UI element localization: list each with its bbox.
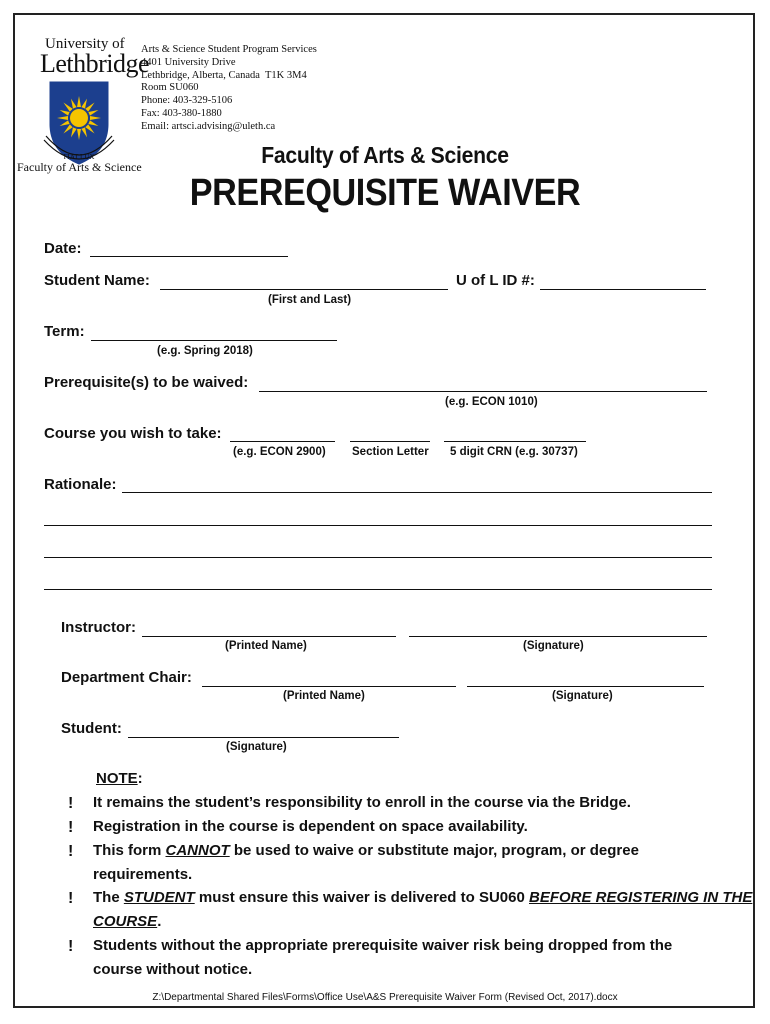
crest-motto: FIAT LUX — [63, 153, 95, 161]
prerequisite-label: Prerequisite(s) to be waived: — [44, 374, 249, 391]
note-item — [93, 886, 752, 910]
department-chair-printed-name-hint: (Printed Name) — [283, 690, 365, 702]
department-chair-label: Department Chair: — [61, 669, 192, 686]
department-chair-signature-field[interactable] — [467, 686, 704, 687]
section-field[interactable] — [350, 441, 430, 442]
note-text: must ensure this waiver is delivered to SU060 — [194, 889, 529, 906]
university-name-line1: University of — [45, 36, 125, 52]
bullet-icon: ! — [68, 938, 74, 955]
note-colon: : — [137, 770, 143, 787]
address-line: Room SU060 — [141, 82, 199, 94]
student-name-hint: (First and Last) — [268, 294, 352, 306]
instructor-label: Instructor: — [61, 619, 136, 636]
address-line: 4401 University Drive — [141, 56, 236, 68]
note-item: Students without the appropriate prerequisite waiver risk being dropped from the — [93, 937, 673, 954]
student-name-field[interactable] — [160, 289, 448, 290]
faculty-name-small: Faculty of Arts & Science — [17, 160, 142, 174]
uofl-id-field[interactable] — [540, 289, 706, 290]
note-item-continued: requirements. — [93, 866, 193, 883]
prerequisite-hint: (e.g. ECON 1010) — [445, 396, 538, 408]
crn-hint: 5 digit CRN (e.g. 30737) — [450, 446, 578, 458]
instructor-signature-hint: (Signature) — [523, 640, 584, 652]
student-label: Student: — [61, 720, 122, 737]
note-title: NOTE — [96, 770, 138, 787]
course-hint: (e.g. ECON 2900) — [233, 446, 326, 458]
term-field[interactable] — [91, 340, 337, 341]
term-hint: (e.g. Spring 2018) — [157, 345, 253, 357]
faculty-title: Faculty of Arts & Science — [261, 142, 509, 168]
course-label: Course you wish to take: — [44, 425, 222, 442]
date-label: Date: — [44, 240, 82, 257]
bullet-icon: ! — [68, 890, 74, 907]
form-title: PREREQUISITE WAIVER — [189, 172, 581, 214]
prerequisite-field[interactable] — [259, 391, 707, 392]
student-signature-hint: (Signature) — [226, 741, 287, 753]
note-heading — [96, 770, 143, 787]
instructor-printed-name-hint: (Printed Name) — [225, 640, 307, 652]
section-hint: Section Letter — [352, 446, 429, 458]
student-signature-field[interactable] — [128, 737, 399, 738]
note-emphasis: STUDENT — [123, 889, 195, 906]
student-name-label: Student Name: — [44, 272, 150, 289]
note-emphasis: COURSE — [93, 913, 158, 930]
note-item: Registration in the course is dependent on space availability. — [93, 818, 528, 835]
address-line: Arts & Science Student Program Services — [141, 44, 317, 55]
note-item — [93, 839, 639, 863]
note-text: This form — [93, 842, 166, 859]
rationale-line[interactable] — [44, 525, 712, 526]
address-line: Lethbridge, Alberta, Canada T1K 3M4 — [141, 69, 307, 81]
university-name-line2: Lethbridge — [40, 49, 150, 78]
uofl-id-label: U of L ID #: — [456, 272, 535, 289]
crn-field[interactable] — [444, 441, 586, 442]
note-emphasis: BEFORE REGISTERING IN THE — [529, 889, 753, 906]
term-label: Term: — [44, 323, 85, 340]
address-line: Phone: 403-329-5106 — [141, 95, 233, 107]
note-text: . — [157, 913, 162, 930]
address-line: Email: artsci.advising@uleth.ca — [141, 120, 276, 132]
rationale-label: Rationale: — [44, 476, 117, 493]
note-text: be used to waive or substitute major, program, or degree — [229, 842, 639, 859]
bullet-icon: ! — [68, 843, 74, 860]
note-item: It remains the student’s responsibility to enroll in the course via the Bridge. — [93, 794, 631, 811]
instructor-name-field[interactable] — [142, 636, 396, 637]
rationale-line[interactable] — [44, 557, 712, 558]
bullet-icon: ! — [68, 819, 74, 836]
address-line: Fax: 403-380-1880 — [141, 107, 222, 119]
department-chair-signature-hint: (Signature) — [552, 690, 613, 702]
office-address — [141, 44, 317, 134]
instructor-signature-field[interactable] — [409, 636, 707, 637]
bullet-icon: ! — [68, 795, 74, 812]
note-text: The — [93, 889, 124, 906]
rationale-line[interactable] — [122, 492, 712, 493]
course-field[interactable] — [230, 441, 335, 442]
note-item-continued — [93, 910, 161, 934]
rationale-line[interactable] — [44, 589, 712, 590]
note-item-continued: course without notice. — [93, 961, 253, 978]
date-field[interactable] — [90, 256, 288, 257]
footer-file-path: Z:\Departmental Shared Files\Forms\Office Use\A&S Prerequisite Waiver Form (Revised Oct, 2017).docx — [152, 992, 618, 1003]
note-emphasis: CANNOT — [165, 842, 230, 859]
department-chair-name-field[interactable] — [202, 686, 456, 687]
